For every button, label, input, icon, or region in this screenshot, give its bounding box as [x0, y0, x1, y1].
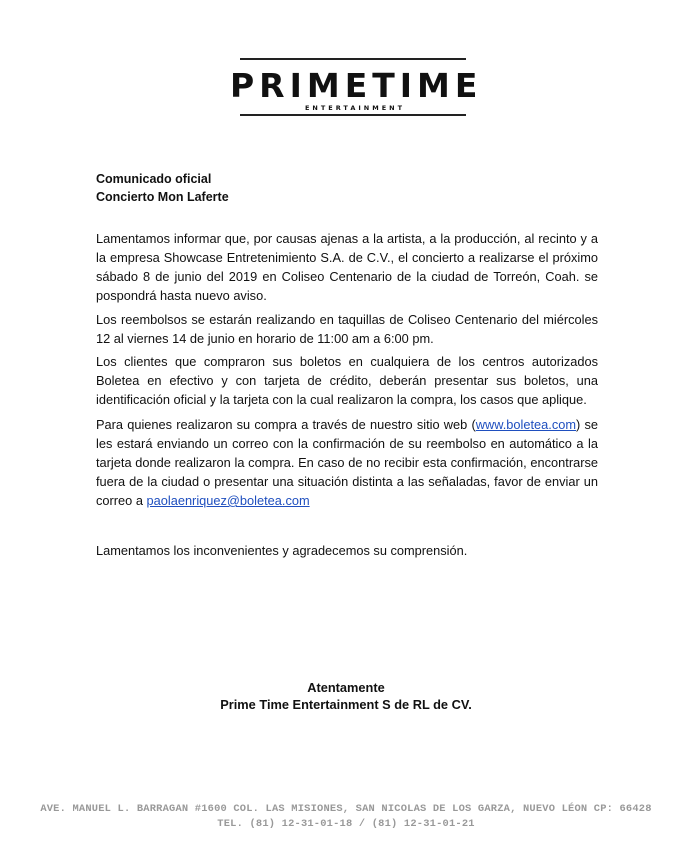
paragraph-box-office-clients: Los clientes que compraron sus boletos en cualquiera de los centros autorizados Boletea en efectivo y con tarjeta de crédito, deberán presentar sus boletos, una identificación oficial y la tarjeta con la cual realizaron la compra, los casos que aplique.	[96, 354, 598, 407]
document-subtitle: Concierto Mon Laferte	[96, 190, 229, 204]
paragraph-postponement: Lamentamos informar que, por causas ajenas a la artista, a la producción, al recinto y a la empresa Showcase Entretenimiento S.A. de C.V., el concierto a realizarse el próximo sábado 8 de junio del 2019 en Coliseo Centenario de la ciudad de Torreón, Coah. se pospondrá hasta nuevo aviso.	[96, 231, 598, 303]
online-text-middle: ) se les estará enviando un correo con la confirmación de su reembolso en automático a la tarjeta donde realizaron la compra. En caso de no recibir esta confirmación, encontrarse fuera de la ciudad o presentar una situación distinta a las señaladas, favor de enviar un correo a	[96, 417, 598, 508]
online-text-start: Para quienes realizaron su compra a través de nuestro sitio web (	[96, 417, 476, 432]
primetime-logo	[230, 52, 483, 122]
contact-email-link[interactable]: paolaenriquez@boletea.com	[146, 493, 310, 508]
footer-address: AVE. MANUEL L. BARRAGAN #1600 COL. LAS MISIONES, SAN NICOLAS DE LOS GARZA, NUEVO LÉON CP: 66428	[40, 803, 652, 815]
logo-bottom-rule	[240, 114, 466, 116]
logo-subtitle: ENTERTAINMENT	[304, 104, 406, 112]
footer-phone: TEL. (81) 12-31-01-18 / (81) 12-31-01-21	[217, 818, 475, 830]
logo-wordmark: PRIMETIME	[230, 66, 483, 105]
paragraph-refunds: Los reembolsos se estarán realizando en taquillas de Coliseo Centenario del miércoles 12 al viernes 14 de junio en horario de 11:00 am a 6:00 pm.	[96, 312, 598, 346]
logo-top-rule	[240, 58, 466, 60]
paragraph-apology: Lamentamos los inconvenientes y agradecemos su comprensión.	[96, 543, 468, 558]
document-title: Comunicado oficial	[96, 172, 212, 186]
paragraph-online-clients	[96, 415, 598, 510]
signature-closing: Atentamente	[307, 680, 385, 695]
boletea-website-link[interactable]: www.boletea.com	[475, 417, 577, 432]
signature-company: Prime Time Entertainment S de RL de CV.	[220, 697, 472, 712]
